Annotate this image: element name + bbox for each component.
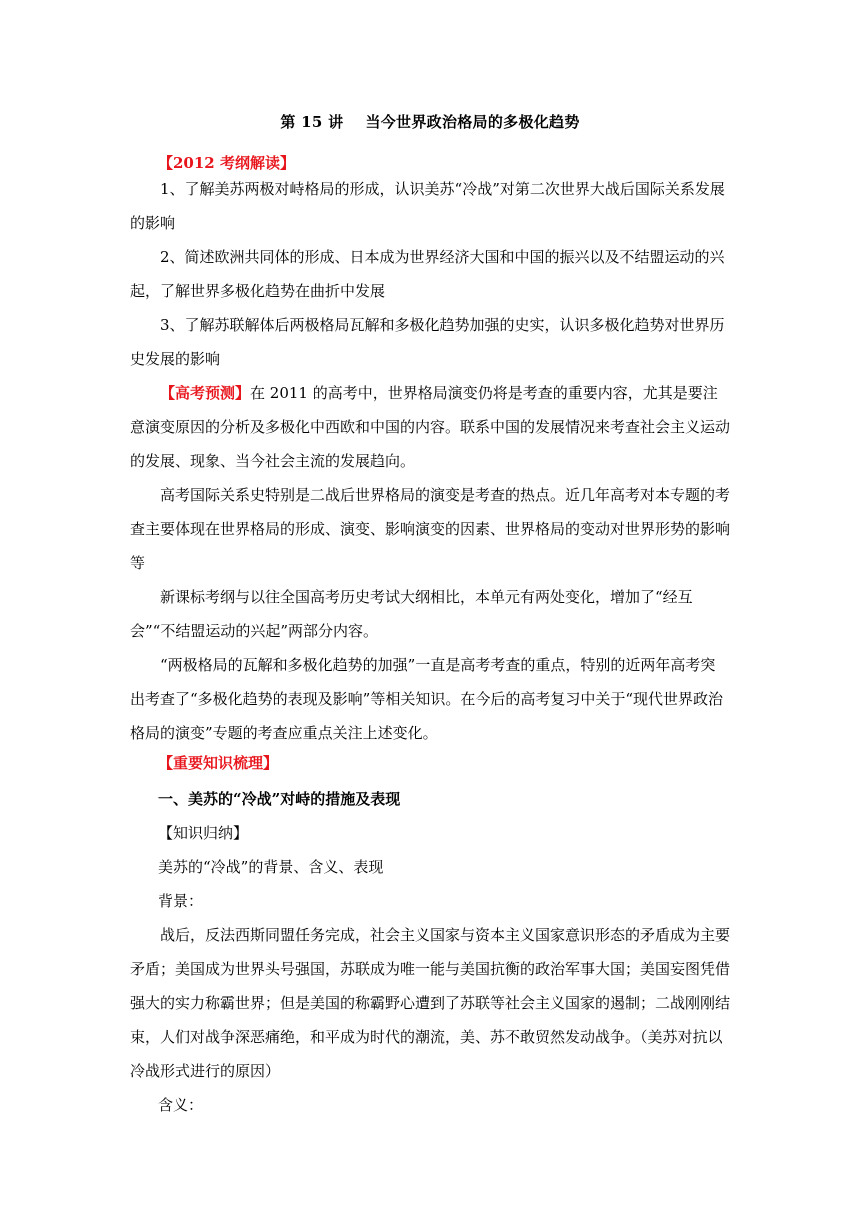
part1-title: 一、美苏的“冷战”对峙的措施及表现: [158, 790, 401, 808]
syllabus-list: [130, 172, 730, 376]
syllabus-heading: 【2012 考纲解读】: [158, 154, 295, 172]
analysis-paragraph-2: 新课标考纲与以往全国高考历史考试大纲相比，本单元有两处变化，增加了“经互会”“不结盟运动的兴起”两部分内容。: [130, 588, 693, 640]
analysis-paragraph-1: 高考国际关系史特别是二战后世界格局的演变是考查的热点。近几年高考对本专题的考查主要体现在世界格局的形成、演变、影响演变的因素、世界格局的变动对世界形势的影响等: [130, 486, 731, 572]
analysis-paragraph-3: “两极格局的瓦解和多极化趋势的加强”一直是高考考查的重点，特别的近两年高考突出考查了“多极化趋势的表现及影响”等相关知识。在今后的高考复习中关于“现代世界政治格局的演变”专题的考查应重点关注上述变化。: [130, 656, 724, 742]
background-text: 战后，反法西斯同盟任务完成，社会主义国家与资本主义国家意识形态的矛盾成为主要矛盾；美国成为世界头号强国，苏联成为唯一能与美国抗衡的政治军事大国；美国妄图凭借强大的实力称霸世界；但是美国的称霸野心遭到了苏联等社会主义国家的遏制；二战刚刚结束，人们对战争深恶痛绝，和平成为时代的潮流，美、苏不敢贸然发动战争。（美苏对抗以冷战形式进行的原因）: [130, 926, 731, 1080]
meaning-label: 含义：: [158, 1096, 204, 1114]
syllabus-item-2: 2、简述欧洲共同体的形成、日本成为世界经济大国和中国的振兴以及不结盟运动的兴起，了解世界多极化趋势在曲折中发展: [130, 248, 725, 300]
forecast-label: 【高考预测】: [160, 384, 251, 402]
background-paragraph: [130, 918, 730, 1088]
knowledge-heading: 【重要知识梳理】: [158, 754, 279, 772]
analysis-paragraphs: [130, 478, 730, 750]
forecast-paragraph: [130, 376, 730, 478]
background-label: 背景：: [158, 892, 204, 910]
page-title: [0, 111, 860, 132]
lecture-number: 第 15 讲: [280, 113, 344, 131]
lecture-topic: 当今世界政治格局的多极化趋势: [365, 113, 580, 131]
summary-label: 【知识归纳】: [158, 824, 249, 842]
forecast-text: 在 2011 的高考中，世界格局演变仍将是考查的重要内容，尤其是要注意演变原因的分析及多极化中西欧和中国的内容。联系中国的发展情况来考查社会主义运动的发展、现象、当今社会主流的发展趋向。: [130, 384, 731, 470]
syllabus-item-1: 1、了解美苏两极对峙格局的形成，认识美苏“冷战”对第二次世界大战后国际关系发展的影响: [130, 180, 725, 232]
summary-subtitle: 美苏的“冷战”的背景、含义、表现: [158, 858, 384, 876]
syllabus-item-3: 3、了解苏联解体后两极格局瓦解和多极化趋势加强的史实，认识多极化趋势对世界历史发展的影响: [130, 316, 725, 368]
